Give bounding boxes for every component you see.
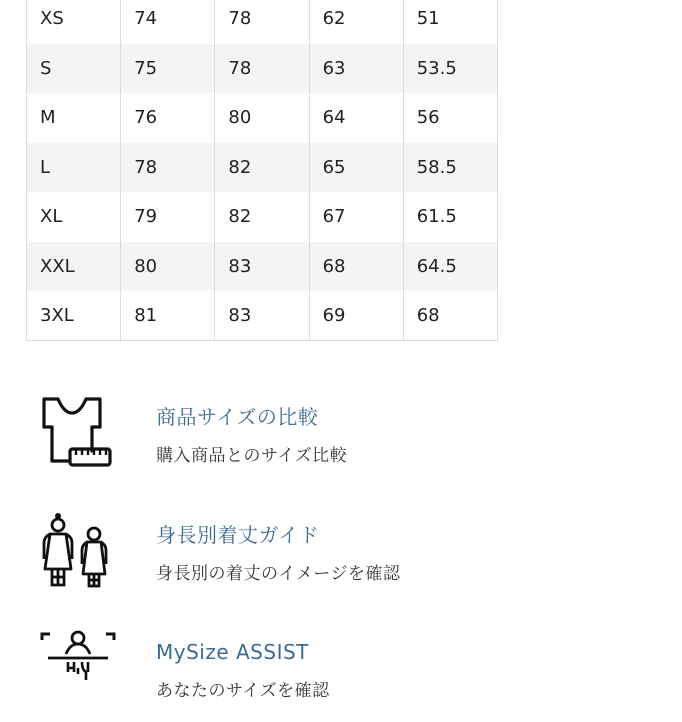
body-scan-icon bbox=[38, 630, 118, 710]
measurement-cell: 76 bbox=[121, 93, 215, 143]
size-label-cell: M bbox=[27, 93, 121, 143]
feature-title[interactable]: 身長別着丈ガイド bbox=[156, 523, 320, 547]
size-label-cell: S bbox=[27, 44, 121, 94]
feature-height-length-guide[interactable] bbox=[0, 503, 682, 603]
measurement-cell: 78 bbox=[215, 44, 309, 94]
size-label-cell: 3XL bbox=[27, 291, 121, 341]
table-row-s bbox=[27, 44, 498, 94]
measurement-cell: 75 bbox=[121, 44, 215, 94]
measurement-cell: 81 bbox=[121, 291, 215, 341]
measurement-cell: 82 bbox=[215, 192, 309, 242]
measurement-cell: 79 bbox=[121, 192, 215, 242]
measurement-cell: 63 bbox=[309, 44, 403, 94]
measurement-cell: 83 bbox=[215, 242, 309, 292]
measurement-cell: 53.5 bbox=[403, 44, 497, 94]
feature-size-comparison[interactable] bbox=[0, 385, 682, 485]
feature-title[interactable]: MySize ASSIST bbox=[156, 640, 309, 664]
height-figures-icon bbox=[38, 511, 118, 591]
size-chart-table bbox=[26, 0, 498, 341]
size-label-cell: XS bbox=[27, 0, 121, 44]
measurement-cell: 62 bbox=[309, 0, 403, 44]
measurement-cell: 64.5 bbox=[403, 242, 497, 292]
feature-mysize-assist[interactable] bbox=[0, 622, 682, 722]
measurement-cell: 65 bbox=[309, 143, 403, 193]
feature-description: 購入商品とのサイズ比較 bbox=[156, 446, 348, 466]
measurement-cell: 78 bbox=[215, 0, 309, 44]
measurement-cell: 64 bbox=[309, 93, 403, 143]
measurement-cell: 80 bbox=[215, 93, 309, 143]
size-label-cell: L bbox=[27, 143, 121, 193]
measurement-cell: 56 bbox=[403, 93, 497, 143]
measurement-cell: 68 bbox=[309, 242, 403, 292]
measurement-cell: 74 bbox=[121, 0, 215, 44]
measurement-cell: 58.5 bbox=[403, 143, 497, 193]
measurement-cell: 82 bbox=[215, 143, 309, 193]
tshirt-ruler-icon bbox=[38, 391, 118, 471]
measurement-cell: 61.5 bbox=[403, 192, 497, 242]
measurement-cell: 51 bbox=[403, 0, 497, 44]
measurement-cell: 78 bbox=[121, 143, 215, 193]
feature-description: あなたのサイズを確認 bbox=[156, 681, 330, 701]
size-label-cell: XXL bbox=[27, 242, 121, 292]
feature-description: 身長別の着丈のイメージを確認 bbox=[156, 564, 401, 584]
table-row-m bbox=[27, 93, 498, 143]
measurement-cell: 80 bbox=[121, 242, 215, 292]
table-row-l bbox=[27, 143, 498, 193]
measurement-cell: 67 bbox=[309, 192, 403, 242]
table-row-xs bbox=[27, 0, 498, 44]
table-row-3xl bbox=[27, 291, 498, 341]
table-row-xxl bbox=[27, 242, 498, 292]
measurement-cell: 83 bbox=[215, 291, 309, 341]
feature-title[interactable]: 商品サイズの比較 bbox=[156, 405, 319, 429]
table-row-xl bbox=[27, 192, 498, 242]
size-label-cell: XL bbox=[27, 192, 121, 242]
measurement-cell: 69 bbox=[309, 291, 403, 341]
measurement-cell: 68 bbox=[403, 291, 497, 341]
